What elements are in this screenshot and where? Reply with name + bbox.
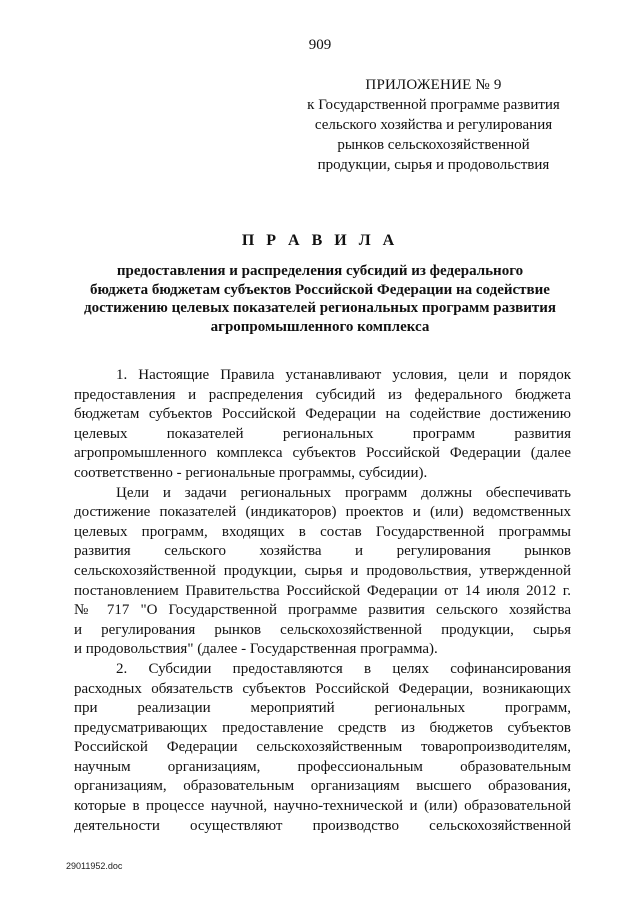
appendix-line: продукции, сырья и продовольствия — [317, 157, 550, 173]
subtitle-line: агропромышленного комплекса — [210, 318, 430, 335]
paragraph-line: сельскохозяйственной продукции, сырья и продовольствия, утвержденной — [74, 562, 571, 579]
paragraph-line: предоставления и распределения субсидий из федерального бюджета — [74, 386, 571, 403]
appendix-title: ПРИЛОЖЕНИЕ № 9 — [365, 77, 502, 93]
page-number: 909 — [308, 37, 332, 53]
document-title: П Р А В И Л А — [241, 232, 399, 249]
paragraph-line: постановлением Правительства Российской Федерации от 14 июля 2012 г. — [74, 582, 571, 599]
paragraph-line: агропромышленного комплекса субъектов Российской Федерации (далее — [74, 445, 571, 462]
paragraph-line: организациям, образовательным организациям высшего образования, — [74, 778, 571, 795]
paragraph-line: № 717 "О Государственной программе развития сельского хозяйства — [74, 602, 571, 619]
subtitle-line: предоставления и распределения субсидий из федерального — [116, 263, 524, 279]
paragraph-line: которые в процессе научной, научно-технической и (или) образовательной — [74, 798, 571, 815]
paragraph-line: и регулирования рынков сельскохозяйственной продукции, сырья — [74, 621, 571, 638]
appendix-header — [285, 75, 582, 175]
subtitle-line: бюджета бюджетам субъектов Российской Федерации на содействие — [90, 281, 550, 298]
paragraph-line: деятельности осуществляют производство сельскохозяйственной — [74, 817, 571, 834]
paragraph-line: целевых показателей региональных программ развития — [74, 425, 571, 442]
appendix-line: к Государственной программе развития — [307, 97, 560, 113]
document-subtitle — [70, 262, 570, 336]
paragraph-line: целевых программ, входящих в состав Государственной программы — [74, 523, 571, 540]
paragraph-line: расходных обязательств субъектов Российской Федерации, возникающих — [74, 680, 571, 697]
paragraph-line: предусматривающих предоставление средств из бюджетов субъектов — [74, 719, 571, 736]
body-text — [74, 366, 571, 836]
paragraph-line: достижение показателей (индикаторов) проектов и (или) ведомственных — [74, 504, 571, 521]
paragraph-line: Российской Федерации сельскохозяйственным товаропроизводителям, — [74, 739, 571, 756]
subtitle-line: достижению целевых показателей региональных программ развития — [84, 300, 556, 316]
paragraph-line: и продовольствия" (далее - Государственная программа). — [74, 641, 438, 658]
paragraph-line: научным организациям, профессиональным образовательным — [74, 758, 571, 775]
paragraph-line: соответственно - региональные программы, субсидии). — [74, 464, 428, 481]
paragraph-line: при реализации мероприятий региональных программ, — [74, 700, 571, 717]
appendix-line: рынков сельскохозяйственной — [337, 137, 530, 153]
paragraph-line: 2. Субсидии предоставляются в целях софинансирования — [116, 660, 571, 677]
appendix-line: сельского хозяйства и регулирования — [314, 117, 553, 133]
paragraph-line: 1. Настоящие Правила устанавливают условия, цели и порядок — [116, 367, 571, 383]
paragraph-line: Цели и задачи региональных программ должны обеспечивать — [116, 484, 571, 501]
footer-filename: 29011952.doc — [66, 861, 123, 871]
paragraph-line: развития сельского хозяйства и регулирования рынков — [74, 543, 571, 560]
paragraph-line: бюджетам субъектов Российской Федерации на содействие достижению — [74, 406, 571, 423]
